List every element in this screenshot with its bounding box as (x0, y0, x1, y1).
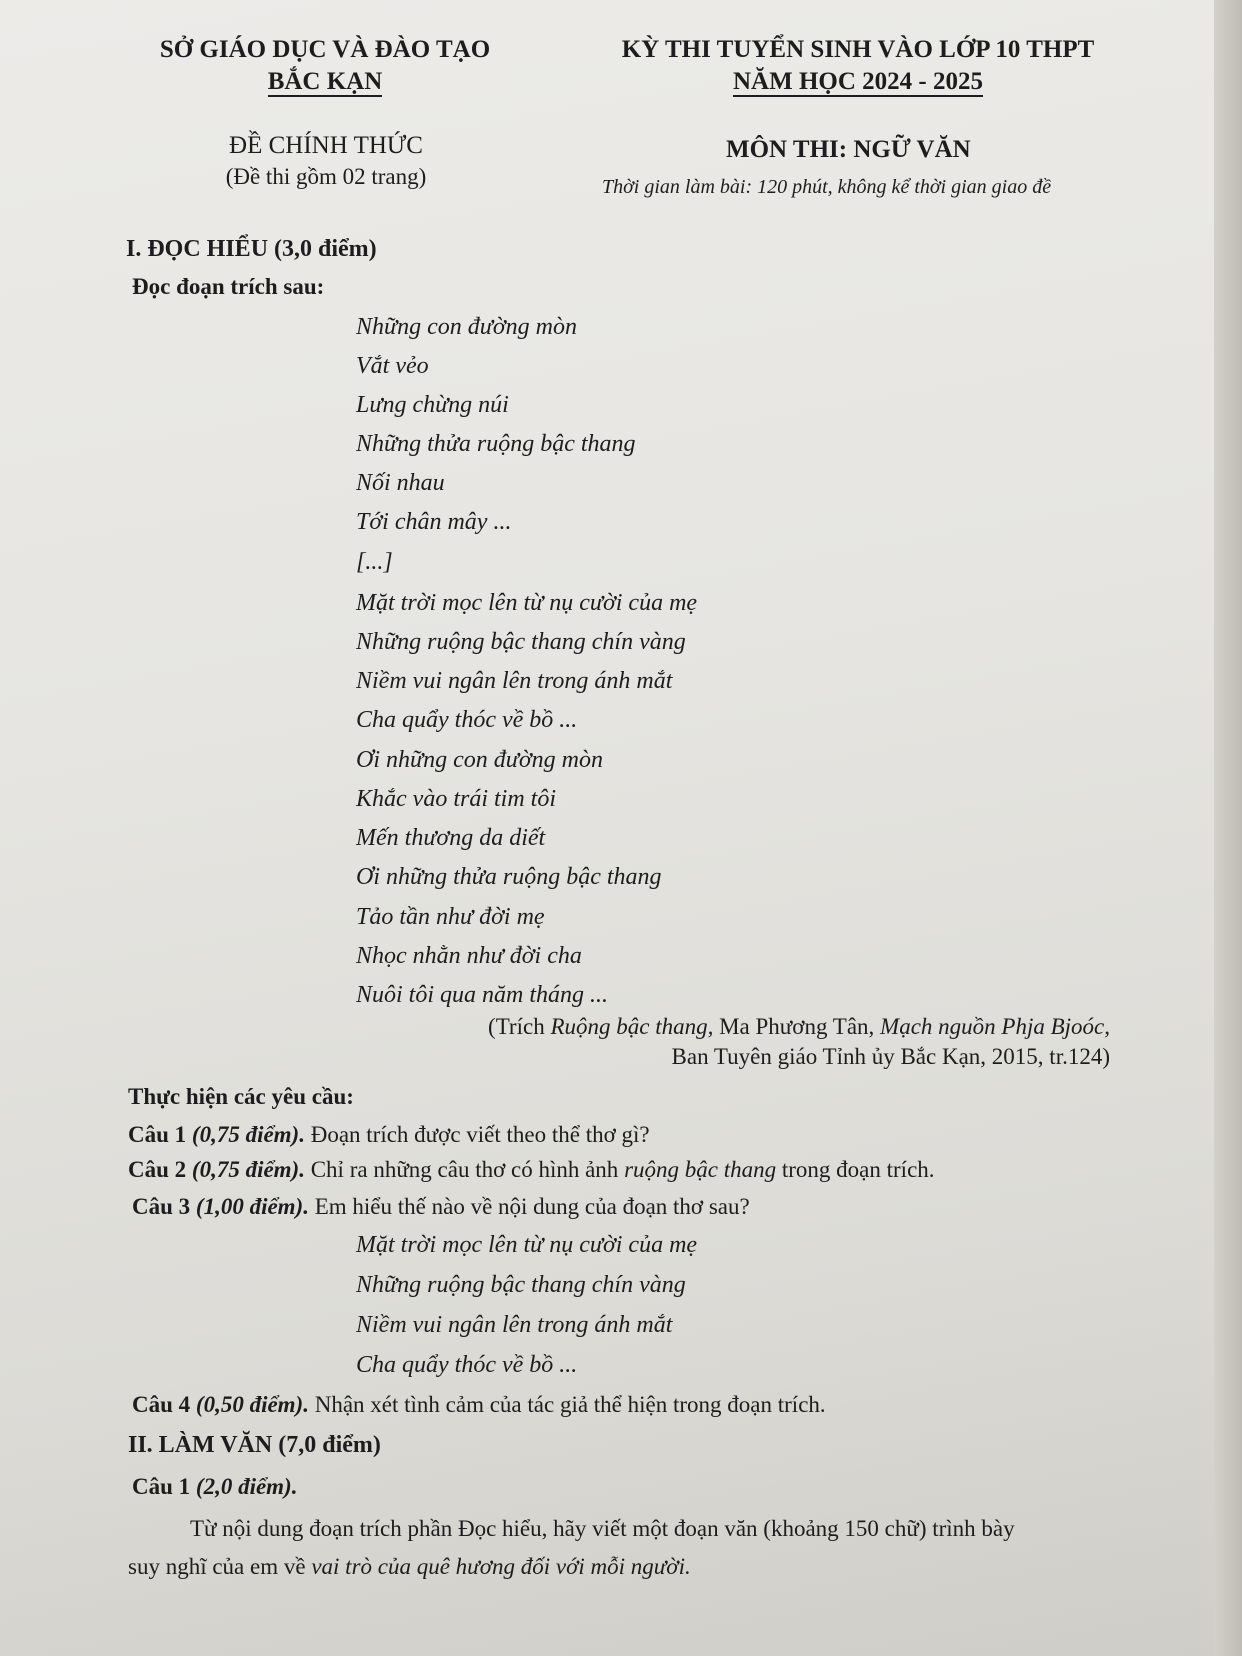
poem-line: Mặt trời mọc lên từ nụ cười của mẹ (356, 590, 698, 616)
province-name: BẮC KẠN (267, 68, 383, 95)
section-writing-title: II. LÀM VĂN (7,0 điểm) (128, 1432, 381, 1458)
poem-line: Lưng chừng núi (356, 392, 509, 418)
poem-source-publisher: Ban Tuyên giáo Tỉnh ủy Bắc Kạn, 2015, tr.124) (671, 1044, 1110, 1069)
poem-line: Nối nhau (356, 470, 445, 496)
section-reading-title: I. ĐỌC HIỂU (3,0 điểm) (126, 236, 377, 262)
poem-line: Những thửa ruộng bậc thang (356, 431, 636, 457)
poem-line: Khắc vào trái tim tôi (356, 786, 556, 812)
question-2: Câu 2 (0,75 điểm). Chỉ ra những câu thơ có hình ảnh ruộng bậc thang trong đoạn trích. (128, 1157, 935, 1182)
page-count: (Đề thi gồm 02 trang) (225, 164, 427, 189)
poem-line: Mến thương da diết (356, 825, 546, 851)
poem-line: [...] (356, 549, 393, 575)
poem-line: Tới chân mây ... (356, 509, 512, 535)
q3-poem-line: Cha quẩy thóc về bồ ... (356, 1352, 578, 1378)
reading-intro: Đọc đoạn trích sau: (132, 274, 325, 299)
tasks-title: Thực hiện các yêu cầu: (128, 1084, 354, 1109)
poem-source: (Trích Ruộng bậc thang, Ma Phương Tân, Mạch nguồn Phja Bjoóc, (488, 1014, 1110, 1039)
poem-line: Nhọc nhằn như đời cha (356, 943, 582, 969)
poem-line: Những ruộng bậc thang chín vàng (356, 629, 686, 655)
department-name: SỞ GIÁO DỤC VÀ ĐÀO TẠO (159, 36, 491, 63)
poem-line: Cha quẩy thóc về bồ ... (356, 707, 578, 733)
poem-line: Vắt vẻo (356, 353, 429, 379)
official-label: ĐỀ CHÍNH THỨC (229, 132, 423, 159)
poem-line: Ơi những con đường mòn (356, 747, 603, 773)
poem-line: Ơi những thửa ruộng bậc thang (356, 864, 662, 890)
poem-line: Niềm vui ngân lên trong ánh mắt (356, 668, 673, 694)
exam-name: KỲ THI TUYỂN SINH VÀO LỚP 10 THPT (621, 36, 1095, 63)
writing-question-1: Câu 1 (2,0 điểm). (132, 1474, 298, 1499)
q3-poem-line: Những ruộng bậc thang chín vàng (356, 1272, 686, 1298)
poem-line: Những con đường mòn (356, 314, 577, 340)
question-1: Câu 1 (0,75 điểm). Đoạn trích được viết theo thể thơ gì? (128, 1122, 650, 1147)
poem-line: Nuôi tôi qua năm tháng ... (356, 982, 609, 1008)
writing-prompt-line2: suy nghĩ của em về vai trò của quê hương đối với mỗi người. (128, 1554, 691, 1579)
poem-line: Tảo tần như đời mẹ (356, 904, 545, 930)
question-4: Câu 4 (0,50 điểm). Nhận xét tình cảm của tác giả thể hiện trong đoạn trích. (132, 1392, 826, 1417)
writing-prompt-line1: Từ nội dung đoạn trích phần Đọc hiểu, hãy viết một đoạn văn (khoảng 150 chữ) trình bày (190, 1516, 1015, 1541)
paper-edge-shadow (1214, 0, 1242, 1656)
time-limit: Thời gian làm bài: 120 phút, không kể thời gian giao đề (602, 176, 1052, 198)
subject-title: MÔN THI: NGỮ VĂN (726, 136, 971, 163)
school-year: NĂM HỌC 2024 - 2025 (733, 68, 983, 95)
q3-poem-line: Niềm vui ngân lên trong ánh mắt (356, 1312, 673, 1338)
question-3: Câu 3 (1,00 điểm). Em hiểu thế nào về nội dung của đoạn thơ sau? (132, 1194, 750, 1219)
q3-poem-line: Mặt trời mọc lên từ nụ cười của mẹ (356, 1232, 698, 1258)
